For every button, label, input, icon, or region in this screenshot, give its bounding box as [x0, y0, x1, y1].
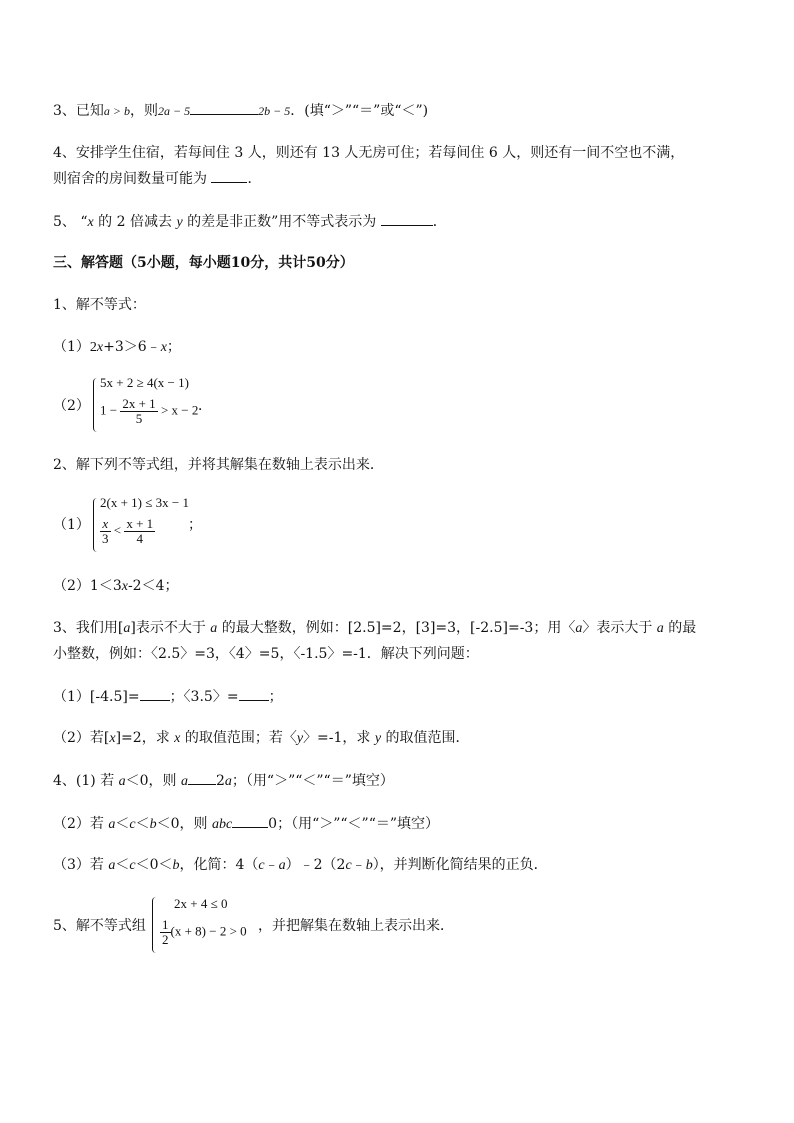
p5-fraction: $\frac{1}{2}$ [162, 917, 169, 947]
p5-brace [152, 897, 159, 953]
p4-sub2-blank[interactable] [232, 813, 268, 828]
p2-sub2-rest: -2＜4； [127, 578, 179, 594]
p3-sub1-blank-2[interactable] [239, 686, 269, 701]
p1-sub1-mid: +3＞6﹣ [103, 339, 161, 355]
p1-sub1-end: ； [166, 339, 181, 355]
q5-suffix: ． [432, 214, 447, 230]
p3-sub1-blank-1[interactable] [140, 686, 170, 701]
fill-question-3 [53, 100, 428, 121]
p1-sub2-label: （2） [53, 398, 90, 414]
problem-3-line2: 小整数，例如：〈2.5〉=3，〈4〉=5，〈-1.5〉=-1．解决下列问题： [53, 646, 479, 662]
q3-lhs: 2a − 5 [158, 104, 191, 118]
p4-sub3: （3）若 a＜c＜0＜b，化简：4（c﹣a）﹣2（2c﹣b），并判断化简结果的正负． [53, 857, 548, 873]
p1-sub2-fraction: $\frac{2x + 1}{5}$ [122, 396, 156, 426]
q4-suffix: ． [247, 171, 262, 187]
p2-sub1-label: （1） [53, 517, 90, 533]
p2-sub1-lt: < [113, 522, 122, 538]
p2-sub2-label: （2）1＜3 [53, 578, 122, 594]
p4-sub1: 4、(1) 若 a＜0，则 a 2a；（用“＞”“＜”“＝”填空） [53, 770, 394, 792]
q3-condition: a > b [103, 104, 131, 118]
p2-sub1-fraction-a: $\frac{x}{3}$ [102, 516, 109, 546]
p1-sub2-row2 [100, 397, 198, 426]
p5-pre: 5、解不等式组 [53, 918, 146, 934]
p2-sub1-row2 [100, 517, 155, 546]
p1-sub2-end: ． [198, 398, 212, 414]
p3-sub2: （2）若[x]=2，求 x 的取值范围；若〈y〉=-1，求 y 的取值范围． [53, 730, 470, 746]
fill-question-4-line2 [53, 168, 261, 189]
p5-post: ，并把解集在数轴上表示出来． [258, 918, 454, 934]
p1-sub1-var-2: x [160, 340, 167, 355]
q4-prefix: 则宿舍的房间数量可能为 [53, 171, 207, 187]
p2-sub2-var: x [121, 579, 128, 594]
p5-row1: 2x + 4 ≤ 0 [174, 896, 228, 911]
p3-sub1: （1）[-4.5]= ；〈3.5〉= ； [53, 686, 283, 707]
q5-var-x: x [87, 215, 94, 230]
problem-3-line1: 3、我们用[a]表示不大于 a 的最大整数，例如：[2.5]=2，[3]=3，[-2.5]=-3；用〈a〉表示大于 a 的最 [53, 620, 697, 636]
q5-text-c: 的差是非正数”用不等式表示为 [182, 214, 377, 230]
p1-sub2-row2-post: > x − 2 [160, 402, 199, 418]
q3-answer-blank[interactable] [190, 100, 258, 115]
p1-sub1-label: （1） [53, 339, 90, 355]
p1-sub1-var: x [96, 340, 104, 355]
q3-prefix: 3、已知 [53, 103, 104, 119]
p1-sub2-row1: 5x + 2 ≥ 4(x − 1) [100, 375, 189, 390]
fill-question-4-line1: 4、安排学生住宿，若每间住 3 人，则还有 13 人无房可住；若每间住 6 人，则还有一间不空也不满， [53, 145, 685, 161]
problem-2-title: 2、解下列不等式组，并将其解集在数轴上表示出来． [53, 457, 384, 473]
section-3-heading: 三、解答题（5小题，每小题10分，共计50分） [53, 255, 354, 271]
q3-suffix: ．(填“＞”“＝”或“＜”) [290, 103, 429, 119]
p2-sub1-fraction-b: $\frac{x + 1}{4}$ [126, 516, 154, 546]
problem-1-sub1 [53, 337, 181, 358]
fill-question-5 [53, 211, 447, 233]
p2-sub2 [53, 576, 179, 597]
p2-sub1-brace [93, 498, 100, 552]
q5-text-a: 5、 “ [53, 214, 88, 230]
p1-sub2-row2-pre: 1 − [100, 402, 118, 418]
p5-row2 [160, 918, 247, 947]
p1-sub2-brace [93, 378, 100, 432]
q3-mid: ，则 [130, 103, 159, 119]
p4-sub2: （2）若 a＜c＜b＜0，则 abc 0；（用“＞”“＜”“＝”填空） [53, 813, 439, 835]
q3-rhs: 2b − 5 [258, 104, 291, 118]
q5-var-y: y [176, 215, 183, 230]
p2-sub1-row1: 2(x + 1) ≤ 3x − 1 [100, 495, 189, 510]
problem-1-title: 1、解不等式： [53, 297, 146, 313]
q5-answer-blank[interactable] [381, 211, 433, 226]
q4-answer-blank[interactable] [211, 168, 247, 183]
p1-sub1-coef: 2 [89, 340, 97, 355]
p4-sub1-blank[interactable] [188, 770, 216, 785]
p2-sub1-end: ； [188, 517, 202, 533]
p5-row2-post: (x + 8) − 2 > 0 [170, 923, 247, 939]
q5-text-b: 的 2 倍减去 [93, 214, 177, 230]
